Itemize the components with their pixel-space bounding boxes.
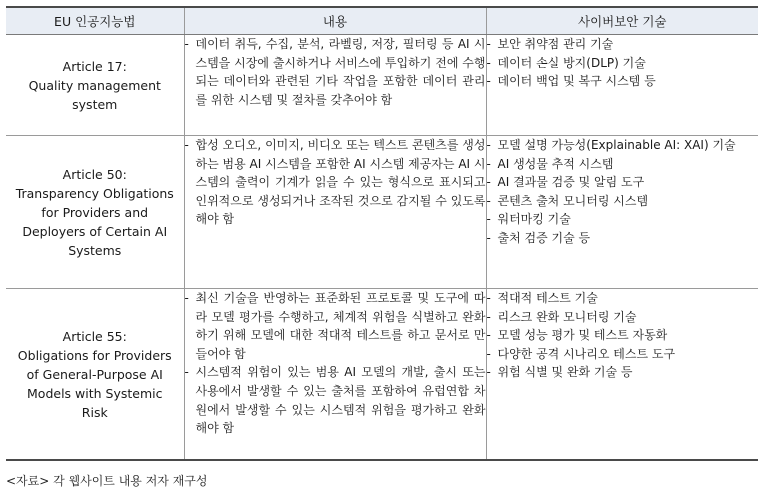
tech-item-text: 보안 취약점 관리 기술 [497, 37, 614, 51]
source-note: <자료> 각 웹사이트 내용 저자 재구성 [6, 474, 208, 488]
tech-item [487, 308, 759, 327]
article-cell [6, 289, 184, 461]
tech-item-text: AI 결과물 검증 및 알림 도구 [497, 175, 645, 190]
tech-item [487, 345, 759, 364]
tech-item-text: 위험 식별 및 완화 기술 등 [497, 365, 633, 380]
tech-item [487, 155, 759, 174]
tech-item-text: 다양한 공격 시나리오 테스트 도구 [497, 346, 676, 361]
bullet-dash: - [486, 346, 491, 361]
bullet-dash: - [184, 291, 189, 305]
bullet-dash: - [486, 74, 491, 89]
content-item [185, 363, 486, 437]
tech-item [487, 210, 759, 229]
article-line: Article 17: [62, 58, 127, 74]
article-line: Transparency Obligations [15, 185, 174, 201]
article-line: system [72, 96, 118, 112]
content-item [185, 136, 486, 229]
tech-item-text: 워터마킹 기술 [497, 212, 571, 227]
article-line: Models with Systemic [27, 385, 163, 401]
tech-item [487, 35, 759, 54]
bullet-dash: - [486, 309, 491, 324]
tech-cell [486, 136, 758, 289]
content-cell [184, 289, 486, 461]
content-cell [184, 136, 486, 289]
content-item-text: 최신 기술을 반영하는 표준화된 프로토콜 및 도구에 따라 모델 평가를 수행하고, 체계적 위험을 식별하고 완화하기 위해 모델에 대한 적대적 테스트를 하고 문서로 만들어야 함 [195, 291, 486, 361]
table-row [6, 35, 758, 136]
eu-ai-act-table [6, 6, 758, 461]
tech-item [487, 192, 759, 211]
tech-item [487, 326, 759, 345]
tech-item-text: 모델 설명 가능성(Explainable AI: XAI) 기술 [497, 138, 736, 152]
bullet-dash: - [486, 212, 491, 227]
tech-item-text: 데이터 백업 및 복구 시스템 등 [497, 74, 656, 89]
table-row [6, 289, 758, 461]
tech-item [487, 363, 759, 382]
content-item-text: 시스템적 위험이 있는 범용 AI 모델의 개발, 출시 또는 사용에서 발생할 수 있는 출처를 포함하여 유럽연합 차원에서 발생할 수 있는 시스템적 위험을 평가하고 완화해야 함 [195, 365, 486, 436]
tech-item-text: 출처 검증 기술 등 [497, 230, 591, 245]
tech-item-text: 리스크 완화 모니터링 기술 [497, 309, 637, 324]
bullet-dash: - [486, 365, 491, 380]
tech-item [487, 289, 759, 308]
tech-item [487, 229, 759, 248]
table-row [6, 136, 758, 289]
bullet-dash: - [486, 156, 491, 171]
table-header-row [6, 7, 758, 35]
tech-item-text: AI 생성물 추적 시스템 [497, 156, 614, 171]
tech-item-text: 적대적 테스트 기술 [497, 291, 598, 305]
bullet-dash: - [184, 37, 189, 51]
article-line: for Providers and [41, 204, 149, 220]
tech-cell [486, 289, 758, 461]
bullet-dash: - [486, 175, 491, 190]
tech-item [487, 54, 759, 73]
content-item [185, 35, 486, 109]
article-line: of General-Purpose AI [26, 366, 163, 382]
article-cell [6, 35, 184, 136]
tech-item [487, 173, 759, 192]
content-item [185, 289, 486, 363]
bullet-dash: - [184, 138, 189, 152]
tech-item [487, 136, 759, 155]
bullet-dash: - [184, 365, 189, 380]
header-eu-ai-act: EU 인공지능법 [6, 7, 184, 35]
article-line: Quality management [28, 77, 161, 93]
bullet-dash: - [486, 328, 491, 343]
bullet-dash: - [486, 37, 491, 51]
header-cybersecurity-tech: 사이버보안 기술 [486, 7, 758, 35]
article-line: Article 55: [62, 328, 127, 344]
tech-item-text: 데이터 손실 방지(DLP) 기술 [497, 55, 646, 70]
bullet-dash: - [486, 291, 491, 305]
bullet-dash: - [486, 55, 491, 70]
tech-item-text: 콘텐츠 출처 모니터링 시스템 [497, 193, 649, 208]
article-line: Deployers of Certain AI [22, 223, 168, 239]
content-item-text: 데이터 취득, 수집, 분석, 라벨링, 저장, 필터링 등 AI 시스템을 시장에 출시하거나 서비스에 투입하기 전에 수행되는 데이터와 관련된 기타 작업을 포함한 데이터 관리를 위한 시스템 및 절차를 갖추어야 함 [195, 37, 486, 107]
bullet-dash: - [486, 193, 491, 208]
article-line: Article 50: [62, 166, 127, 182]
tech-item [487, 72, 759, 91]
bullet-dash: - [486, 230, 491, 245]
content-cell [184, 35, 486, 136]
header-content: 내용 [184, 7, 486, 35]
content-item-text: 합성 오디오, 이미지, 비디오 또는 텍스트 콘텐츠를 생성하는 범용 AI 시스템을 포함한 AI 시스템 제공자는 AI 시스템의 출력이 기계가 읽을 수 있는 형식으로 표시되고 인위적으로 생성되거나 조작된 것으로 감지될 수 있도록 해야 함 [195, 138, 486, 227]
article-line: Risk [81, 404, 108, 420]
tech-item-text: 모델 성능 평가 및 테스트 자동화 [497, 328, 668, 343]
article-line: Obligations for Providers [17, 347, 172, 363]
tech-cell [486, 35, 758, 136]
bullet-dash: - [486, 138, 491, 152]
article-cell [6, 136, 184, 289]
article-line: Systems [68, 242, 122, 258]
